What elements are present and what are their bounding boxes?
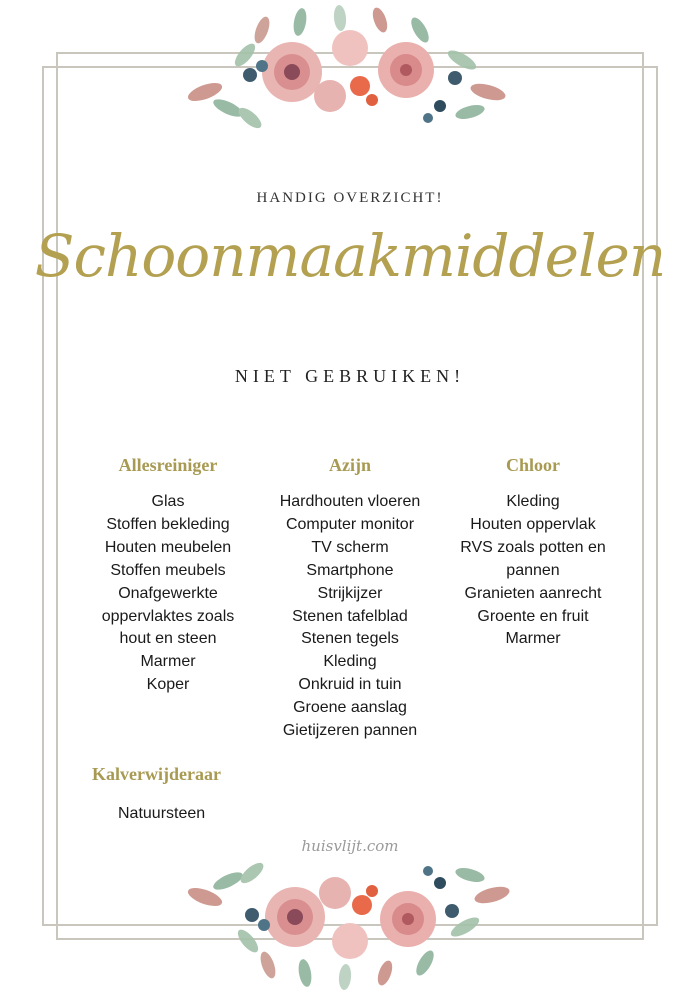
list-item: Strijkijzer (317, 584, 383, 602)
frame-inner-right (642, 52, 644, 940)
overview-subtitle: HANDIG OVERZICHT! (256, 190, 444, 206)
list-item: Houten oppervlak (470, 515, 596, 533)
item-list (255, 491, 445, 743)
floral-bottom-illustration (0, 855, 700, 990)
list-item: Hardhouten vloeren (279, 493, 421, 510)
list-item: Marmer (505, 630, 561, 648)
list-item: Granieten aanrecht (464, 584, 602, 602)
list-item: pannen (506, 561, 560, 579)
list-item: Stenen tegels (301, 630, 399, 648)
list-item: Houten meubelen (104, 538, 232, 556)
kalverwijderaar-item: Natuursteen (118, 805, 206, 822)
column-azijn (255, 455, 445, 743)
brand-watermark: huisvlijt.com (301, 837, 399, 855)
list-item: Stenen tafelblad (292, 607, 408, 625)
column-chloor (438, 455, 628, 651)
list-item: RVS zoals potten en (460, 538, 606, 556)
list-item: Groente en fruit (477, 607, 589, 625)
kalverwijderaar-heading: Kalverwijderaar (92, 764, 221, 784)
list-item: Onkruid in tuin (298, 676, 402, 694)
list-item: Glas (151, 493, 185, 510)
list-item: Kleding (323, 653, 377, 671)
list-item: Onafgewerkte (118, 584, 218, 602)
frame-inner-left (56, 52, 58, 940)
page-title: Schoonmaakmiddelen (34, 222, 666, 290)
list-item: Stoffen meubels (110, 561, 226, 579)
column-allesreiniger (73, 455, 263, 697)
list-item: Kleding (506, 493, 560, 510)
list-item: Smartphone (306, 561, 394, 579)
list-item: Gietijzeren pannen (282, 722, 418, 740)
column-heading: Azijn (329, 455, 371, 475)
column-heading: Chloor (506, 455, 560, 475)
list-item: Stoffen bekleding (106, 515, 230, 533)
item-list (438, 491, 628, 651)
floral-top-illustration (0, 0, 700, 135)
list-item: TV scherm (311, 538, 389, 556)
list-item: Marmer (140, 653, 196, 671)
list-item: oppervlaktes zoals (101, 607, 235, 625)
column-heading: Allesreiniger (118, 455, 218, 475)
list-item: Computer monitor (285, 515, 415, 533)
list-item: Koper (146, 676, 190, 694)
list-item: hout en steen (119, 630, 217, 648)
warning-heading: NIET GEBRUIKEN! (234, 366, 466, 386)
item-list (73, 491, 263, 697)
list-item: Groene aanslag (293, 699, 407, 717)
